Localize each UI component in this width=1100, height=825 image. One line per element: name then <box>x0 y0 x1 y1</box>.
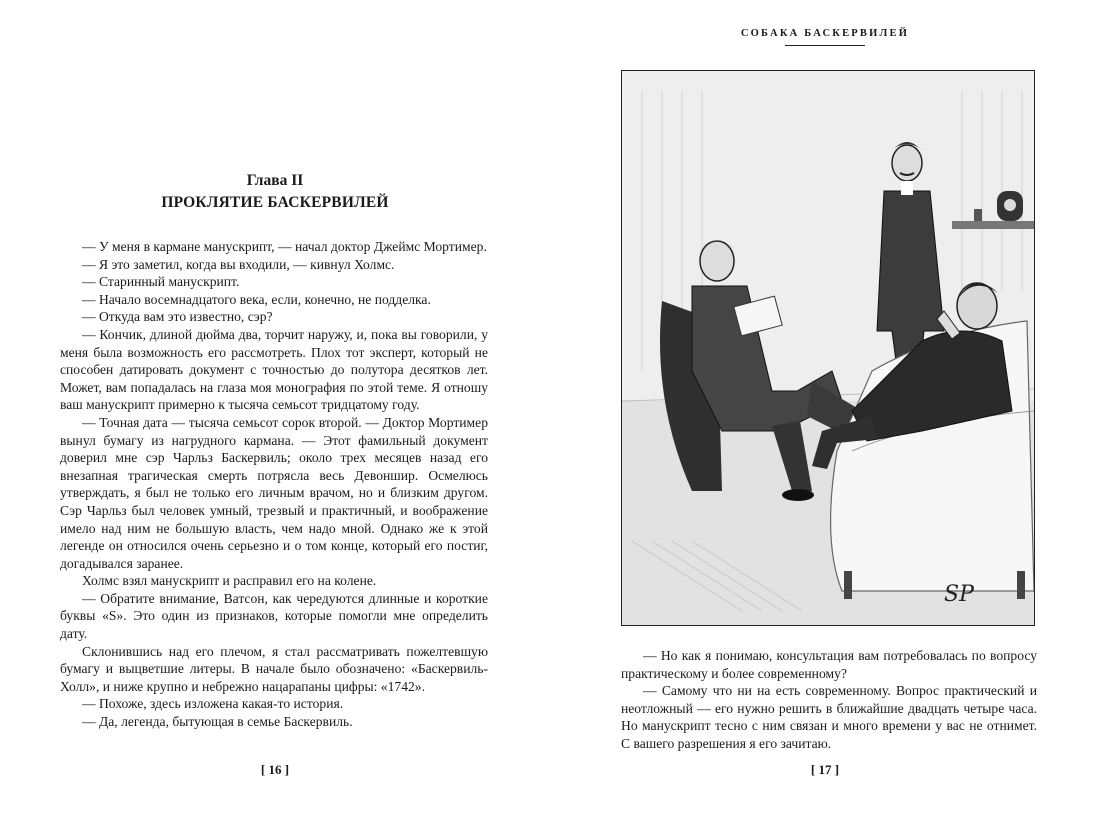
paragraph: — Обратите внимание, Ватсон, как чередуются длинные и короткие буквы «S». Это один из признаков, которые помогли мне определить дату. <box>60 590 488 642</box>
paragraph: — Кончик, длиной дюйма два, торчит наружу, и, пока вы говорили, у меня была возможность его рассмотреть. Плох тот эксперт, который не способен датировать документ с точностью до полутора десятков лет. Может, вам попадалась на глаза моя монография по этой теме. Я отношу ваш манускрипт примерно к тысяча семьсот тридцатому году. <box>60 326 488 413</box>
left-body-text <box>60 238 488 731</box>
paragraph: — У меня в кармане манускрипт, — начал доктор Джеймс Мортимер. <box>82 239 487 254</box>
paragraph: — Но как я понимаю, консультация вам потребовалась по вопросу практическому и более современному? <box>621 648 1037 681</box>
paragraph: — Откуда вам это известно, сэр? <box>82 309 273 325</box>
running-header-title: СОБАКА БАСКЕРВИЛЕЙ <box>740 28 910 39</box>
paragraph: — Да, легенда, бытующая в семье Баскервиль. <box>82 714 353 730</box>
header-rule <box>785 45 865 46</box>
page-number-left: [ 16 ] <box>260 762 290 777</box>
paragraph: — Начало восемнадцатого века, если, конечно, не подделка. <box>82 291 431 307</box>
chapter-number: Глава II <box>246 172 304 189</box>
chapter-heading <box>60 170 490 214</box>
paragraph: — Самому что ни на есть современному. Вопрос практический и неотложный — его нужно решить в ближайшие двадцать четыре часа. Но манускрипт тесно с ним связан и много времени у вас не отнимет. С вашего разрешения я его зачитаю. <box>621 683 1037 751</box>
illustration <box>621 70 1035 626</box>
paragraph: Холмс взял манускрипт и расправил его на колене. <box>82 573 377 589</box>
right-body-text <box>621 647 1037 753</box>
running-header <box>550 28 1100 46</box>
illustration-signature: SP <box>944 582 974 607</box>
chapter-title: ПРОКЛЯТИЕ БАСКЕРВИЛЕЙ <box>161 194 389 211</box>
paragraph: — Точная дата — тысяча семьсот сорок второй. — Доктор Мортимер вынул бумагу из нагрудного кармана. — Этот фамильный документ доверил мне сэр Чарльз Баскервиль; около трех месяцев назад его внезапная трагическая смерть потрясла весь Девоншир. Осмелюсь утверждать, я был не только его личным врачом, но и близким другом. Сэр Чарльз был человек умный, трезвый и практичный, и воображение имело над ним не большую власть, чем надо мной. Однако же к этой легенде он относился очень серьезно и о том конце, который его постиг, догадывался заранее. <box>60 414 488 571</box>
paragraph: Склонившись над его плечом, я стал рассматривать пожелтевшую бумагу и выцветшие литеры. В начале было обозначено: «Баскервиль-Холл», и ниже крупно и небрежно нацарапаны цифры: «1742». <box>60 643 488 694</box>
page-number-right: [ 17 ] <box>810 762 840 777</box>
paragraph: — Я это заметил, когда вы входили, — кивнул Холмс. <box>82 256 395 272</box>
right-page <box>550 0 1100 825</box>
paragraph: — Старинный манускрипт. <box>82 274 240 290</box>
illustration-drawing <box>622 71 1034 625</box>
paragraph: — Похоже, здесь изложена какая-то история. <box>82 696 344 712</box>
